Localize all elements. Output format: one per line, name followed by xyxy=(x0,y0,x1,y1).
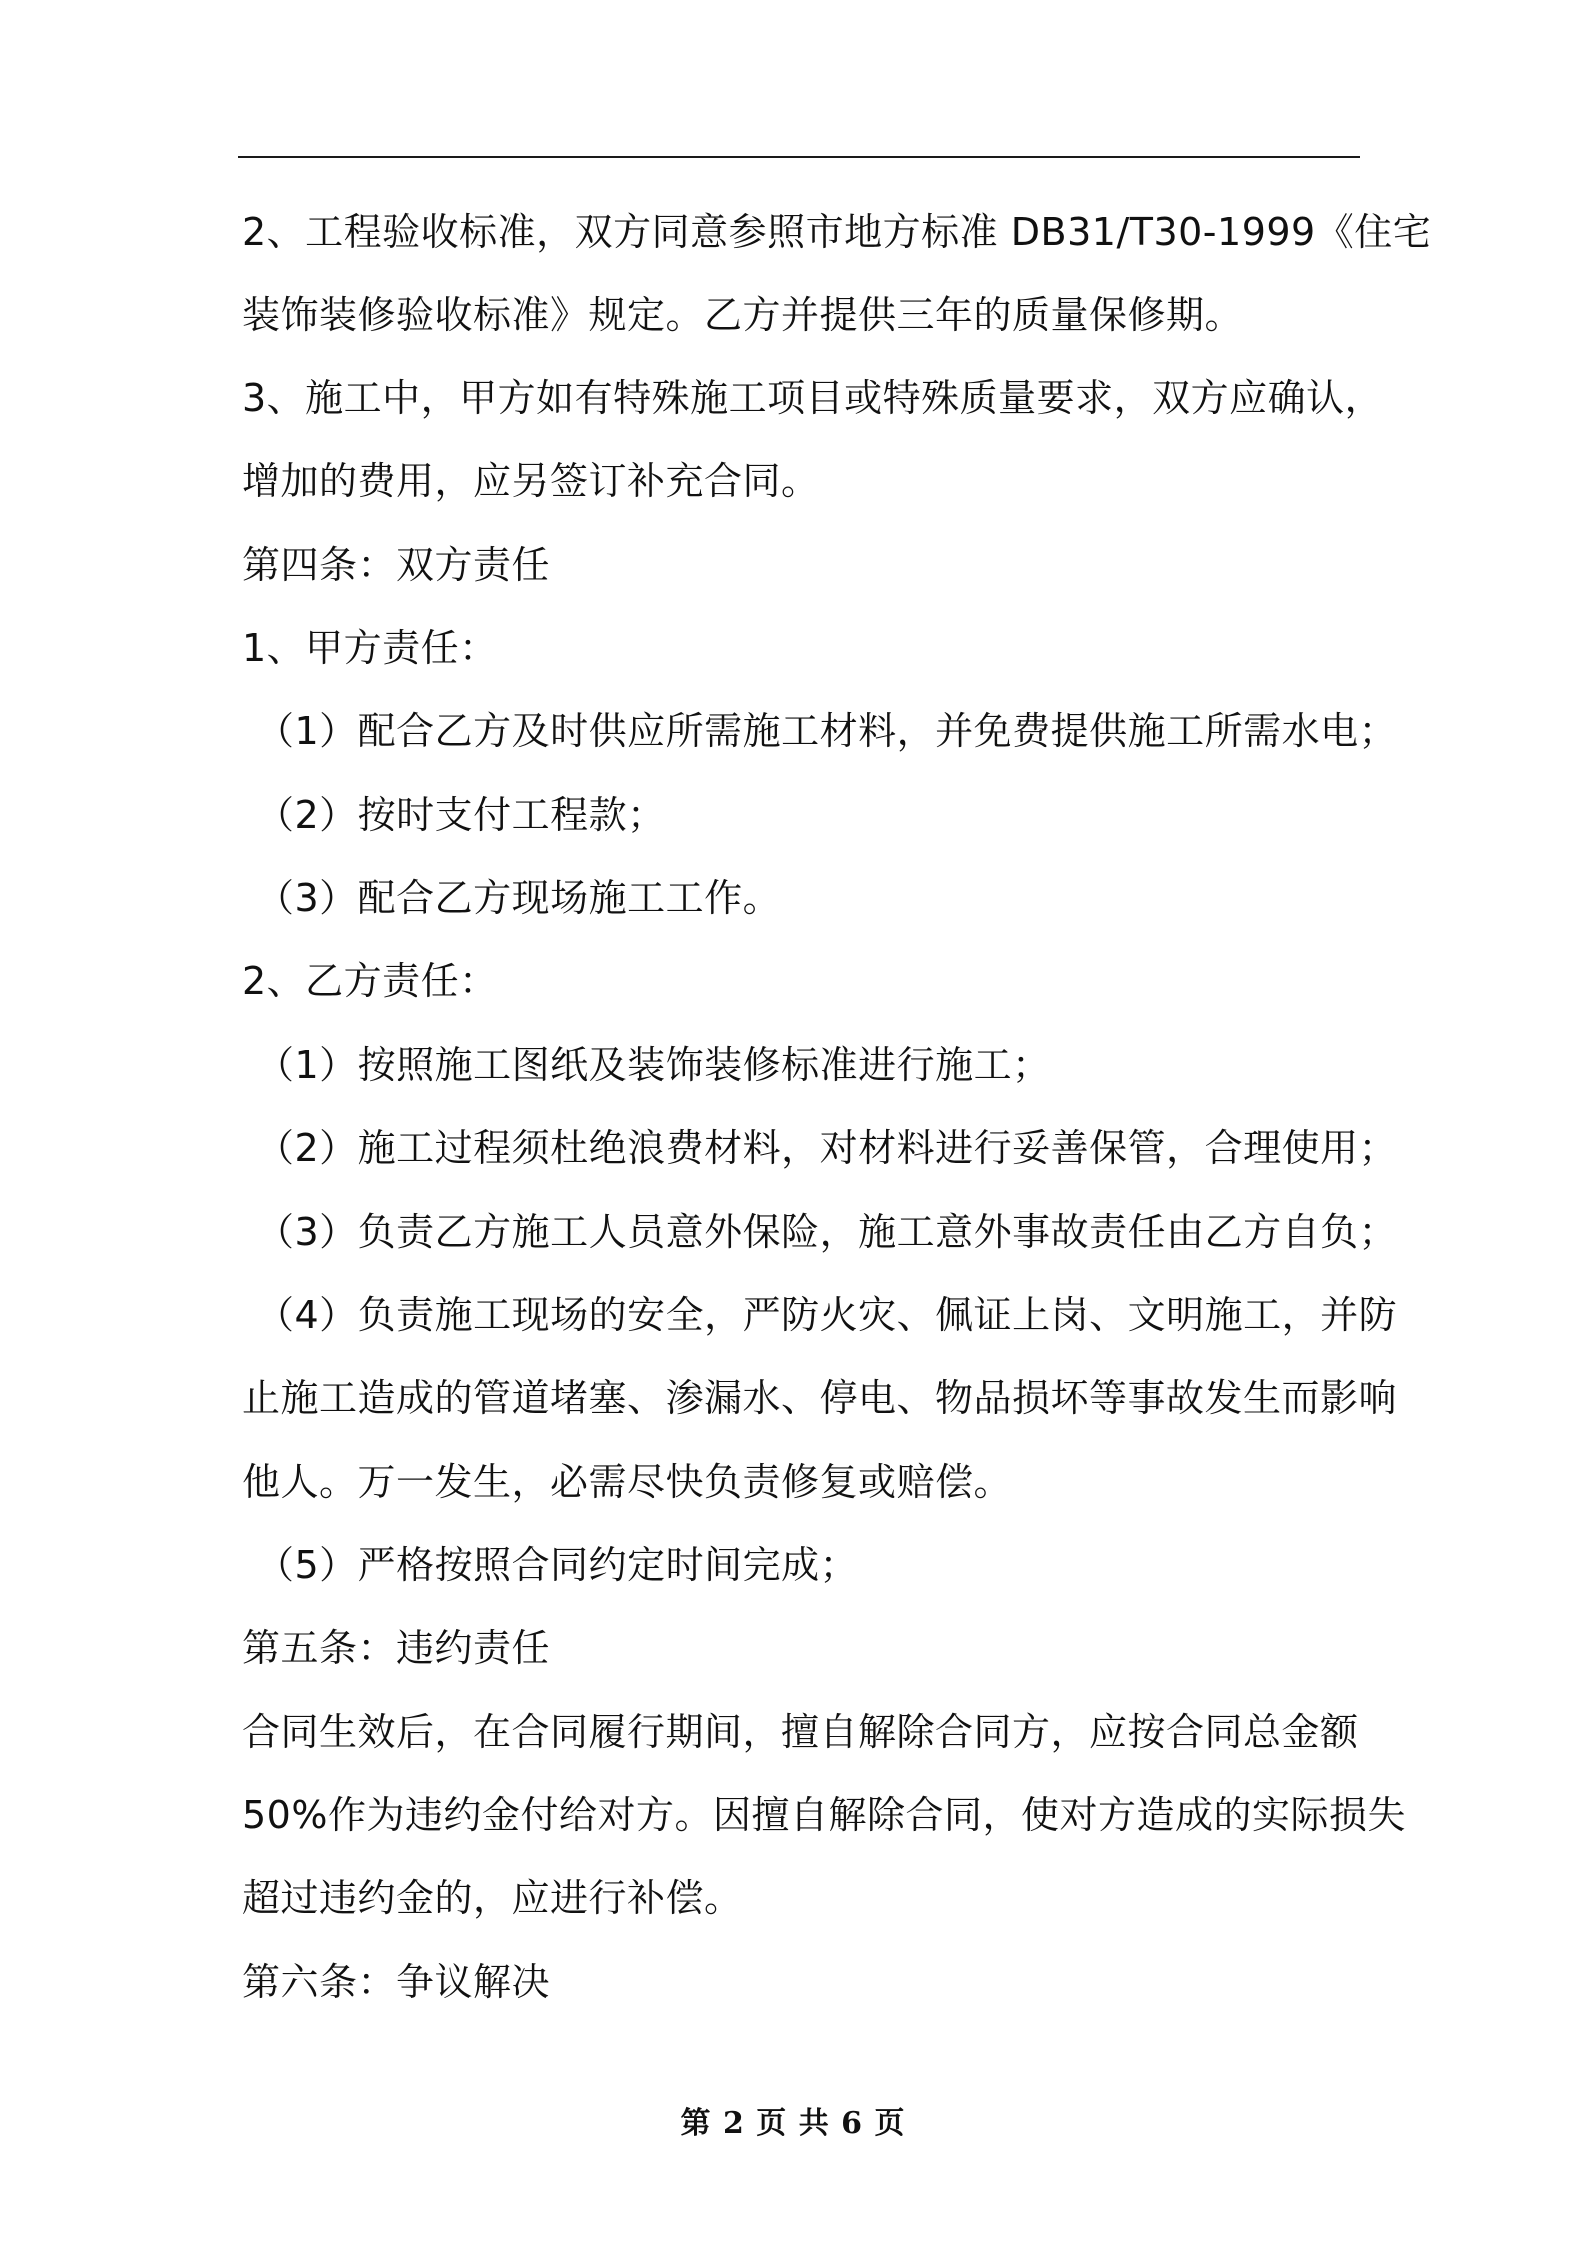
article-5-body-line-1: 合同生效后，在合同履行期间，擅自解除合同方，应按合同总金额 xyxy=(242,1710,1359,1754)
article-5-body-line-2: 50%作为违约金付给对方。因擅自解除合同，使对方造成的实际损失 xyxy=(242,1793,1406,1837)
party-b-item-4-line-2: 止施工造成的管道堵塞、渗漏水、停电、物品损坏等事故发生而影响 xyxy=(242,1376,1398,1420)
clause-3-2-line-2: 装饰装修验收标准》规定。乙方并提供三年的质量保修期。 xyxy=(242,293,1244,337)
party-a-item-2: （2）按时支付工程款； xyxy=(256,793,666,837)
article-5-heading: 第五条：违约责任 xyxy=(242,1626,551,1670)
article-6-heading: 第六条：争议解决 xyxy=(242,1960,551,2004)
party-b-heading: 2、乙方责任： xyxy=(242,959,498,1003)
party-b-item-4-line-1: （4）负责施工现场的安全，严防火灾、佩证上岗、文明施工，并防 xyxy=(256,1293,1398,1337)
article-4-heading: 第四条：双方责任 xyxy=(242,543,551,587)
clause-3-2-line-1: 2、工程验收标准，双方同意参照市地方标准 DB31/T30-1999《住宅 xyxy=(242,210,1432,254)
header-rule xyxy=(238,156,1360,158)
party-b-item-4-line-3: 他人。万一发生，必需尽快负责修复或赔偿。 xyxy=(242,1460,1013,1504)
party-b-item-2: （2）施工过程须杜绝浪费材料，对材料进行妥善保管，合理使用； xyxy=(256,1126,1398,1170)
article-5-body-line-3: 超过违约金的，应进行补偿。 xyxy=(242,1876,743,1920)
party-b-item-3: （3）负责乙方施工人员意外保险，施工意外事故责任由乙方自负； xyxy=(256,1210,1398,1254)
party-a-heading: 1、甲方责任： xyxy=(242,626,498,670)
party-a-item-3: （3）配合乙方现场施工工作。 xyxy=(256,876,782,920)
party-b-item-5: （5）严格按照合同约定时间完成； xyxy=(256,1543,859,1587)
clause-3-3-line-1: 3、施工中，甲方如有特殊施工项目或特殊质量要求，双方应确认， xyxy=(242,376,1384,420)
clause-3-3-line-2: 增加的费用，应另签订补充合同。 xyxy=(242,459,820,503)
party-a-item-1: （1）配合乙方及时供应所需施工材料，并免费提供施工所需水电； xyxy=(256,709,1398,753)
party-b-item-1: （1）按照施工图纸及装饰装修标准进行施工； xyxy=(256,1043,1051,1087)
page-number: 第 2 页 共 6 页 xyxy=(680,2106,906,2141)
